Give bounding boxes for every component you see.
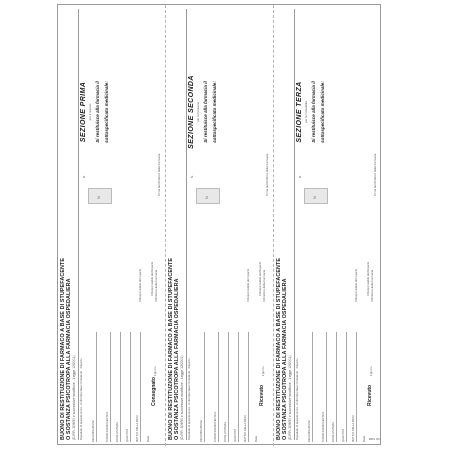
field-motivo[interactable]: MOTIVO DELLA RESA <box>352 332 357 442</box>
panel-content <box>274 5 382 446</box>
footer-sig: Firma del Direttore della Farmacia <box>157 153 161 196</box>
section-heading <box>296 22 356 202</box>
field-area <box>298 210 378 442</box>
date-label: Data <box>254 436 258 442</box>
field-forma[interactable]: FORMA FARMACEUTICA <box>214 332 219 442</box>
section-title: SEZIONE PRIMA <box>80 81 87 143</box>
field-denominazione[interactable]: DENOMINAZIONE <box>92 332 97 442</box>
responsible-label: Il Responsabile del reparto <box>354 268 358 302</box>
footer-small: il giorno <box>369 366 373 376</box>
header-title-line2: O SOSTANZA PSICOTROPA ALLA FARMACIA OSPEDALIERA <box>282 278 288 440</box>
header-title-line2: O SOSTANZA PSICOTROPA ALLA FARMACIA OSPEDALIERA <box>66 278 72 440</box>
section-title: SEZIONE TERZA <box>296 81 303 143</box>
section-heading <box>80 22 140 202</box>
header-title-line1: BUONO DI RESTITUZIONE DI FARMACO A BASE DI STUPEFACENTE <box>60 257 66 440</box>
field-denominazione[interactable]: DENOMINAZIONE <box>200 332 205 442</box>
field-forma[interactable]: FORMA FARMACEUTICA <box>106 332 111 442</box>
panel-content <box>166 5 274 446</box>
section-heading <box>188 22 248 202</box>
field-motivo[interactable]: MOTIVO DELLA RESA <box>244 332 249 442</box>
field-forma[interactable]: FORMA FARMACEUTICA <box>322 332 327 442</box>
section-title: SEZIONE SECONDA <box>188 75 195 149</box>
statement-line1: Si restituisce alla farmacia il <box>203 81 208 143</box>
field-area <box>82 210 162 442</box>
number-field: N. <box>82 175 86 178</box>
date-label: Data <box>362 436 366 442</box>
field-dose[interactable]: DOSE UNITARIA <box>332 332 337 442</box>
ward-label: Ospedale di appartenenza - Unità Operativa richiedente - Reparto <box>187 358 191 440</box>
ward-label: Ospedale di appartenenza - Unità Operativa richiedente - Reparto <box>295 358 299 440</box>
footer-word: Consegnato <box>151 377 157 406</box>
field-quantita[interactable]: QUANTITÀ <box>126 332 131 442</box>
footer-word: Ricevuto <box>259 384 265 406</box>
statement-line2: sottospecificato medicinale: <box>211 81 217 143</box>
header-subtitle: (D.P.R. 309/90 e successive modifiche - Legge 12/2001) <box>180 355 184 440</box>
field-dose[interactable]: DOSE UNITARIA <box>116 332 121 442</box>
panel-section-1 <box>58 5 166 446</box>
statement-line1: Si restituisce alla farmacia il <box>311 81 316 143</box>
panel-section-3 <box>274 5 382 446</box>
copy-label: per il reparto <box>88 103 92 121</box>
form-sheet <box>57 4 381 445</box>
statement-line2: sottospecificato medicinale: <box>103 81 109 143</box>
director-label: Il Direttore della Farmacia <box>154 269 158 302</box>
footer-word: Ricevuto <box>367 384 373 406</box>
form-code: BRS 001 <box>369 437 382 441</box>
field-dose[interactable]: DOSE UNITARIA <box>224 332 229 442</box>
footer-small: il giorno <box>153 366 157 376</box>
copy-label: per la farmacia <box>196 102 200 122</box>
header-title-line2: O SOSTANZA PSICOTROPA ALLA FARMACIA OSPEDALIERA <box>174 278 180 440</box>
number-label: N <box>96 196 101 199</box>
footer-sig: Firma del Direttore della Farmacia <box>265 153 269 196</box>
statement-line2: sottospecificato medicinale: <box>319 81 325 143</box>
field-denominazione[interactable]: DENOMINAZIONE <box>308 332 313 442</box>
date-label: Data <box>146 436 150 442</box>
ward-label: Ospedale di appartenenza - Unità Operativa richiedente - Reparto <box>79 358 83 440</box>
footer-small: il giorno <box>261 366 265 376</box>
field-quantita[interactable]: QUANTITÀ <box>342 332 347 442</box>
panel-content <box>58 5 166 446</box>
footer-sig2: Il Responsabile del Reparto <box>258 261 262 296</box>
footer-sig2: Il Responsabile del Reparto <box>150 261 154 296</box>
header-subtitle: (D.P.R. 309/90 e successive modifiche - Legge 12/2001) <box>288 355 292 440</box>
field-quantita[interactable]: QUANTITÀ <box>234 332 239 442</box>
responsible-label: Il Responsabile del reparto <box>138 268 142 302</box>
number-field: N. <box>298 175 302 178</box>
number-label: N <box>204 196 209 199</box>
field-area <box>190 210 270 442</box>
number-label: N <box>312 196 317 199</box>
responsible-label: Il Responsabile del reparto <box>246 268 250 302</box>
director-label: Il Direttore della Farmacia <box>370 269 374 302</box>
panel-section-2 <box>166 5 274 446</box>
header-title-line1: BUONO DI RESTITUZIONE DI FARMACO A BASE DI STUPEFACENTE <box>276 257 282 440</box>
footer-sig2: Il Responsabile del Reparto <box>366 261 370 296</box>
field-motivo[interactable]: MOTIVO DELLA RESA <box>136 332 141 442</box>
director-label: Il Direttore della Farmacia <box>262 269 266 302</box>
copy-label: per la contabilità <box>304 101 308 123</box>
header-subtitle: (D.P.R. 309/90 e successive modifiche - Legge 12/2001) <box>72 355 76 440</box>
footer-sig: Firma del Direttore della Farmacia <box>373 153 377 196</box>
statement-line1: Si restituisce alla farmacia il <box>95 81 100 143</box>
number-field: N. <box>190 175 194 178</box>
header-title-line1: BUONO DI RESTITUZIONE DI FARMACO A BASE DI STUPEFACENTE <box>168 257 174 440</box>
